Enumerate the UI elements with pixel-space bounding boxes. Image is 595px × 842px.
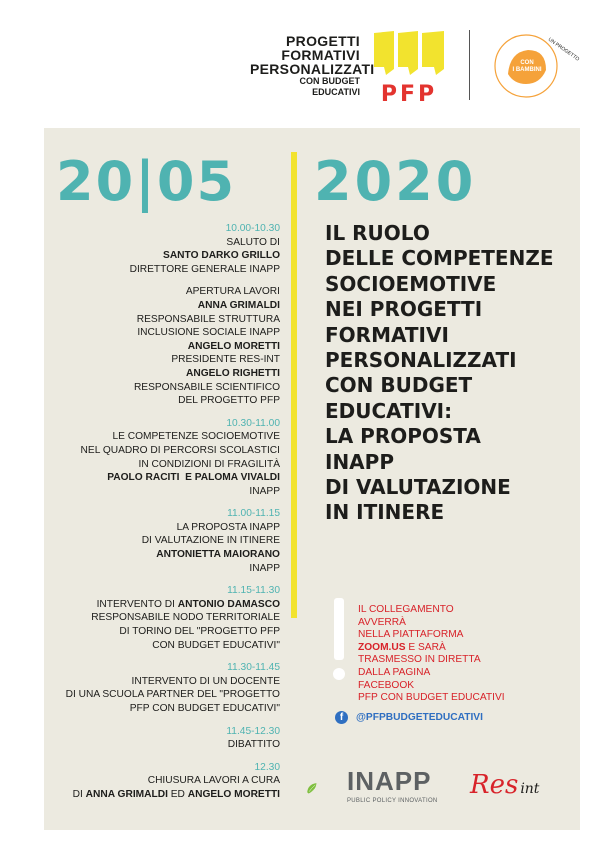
facebook-handle[interactable]: @PFPBUDGETEDUCATIVI [356, 712, 483, 723]
slot-line [52, 534, 280, 548]
slot-line-text: PAOLO RACITI E PALOMA VIVALDI [107, 472, 280, 484]
slot-line-text: LE COMPETENZE SOCIOEMOTIVE [112, 431, 280, 443]
schedule-slot [52, 417, 280, 499]
pfp-logo-text: PFP [380, 82, 438, 107]
slot-line [52, 299, 280, 313]
event-title [325, 221, 575, 526]
header [0, 0, 595, 120]
cib-center-line1: CON [520, 60, 534, 66]
slot-time: 10.00-10.30 [225, 223, 280, 234]
date-day: 20 [56, 150, 136, 213]
notice-line [358, 629, 578, 642]
slot-time: 11.00-11.15 [227, 508, 280, 520]
slot-line [52, 367, 280, 381]
notice-line-text: IL COLLEGAMENTO [358, 604, 454, 615]
slot-line-text: ANNA GRIMALDI [197, 299, 280, 311]
brand-line: PROGETTI [286, 33, 360, 49]
slot-line-text: DEL PROGETTO PFP [178, 395, 280, 407]
facebook-icon: f [335, 711, 348, 724]
slot-line-text: SALUTO DI [226, 236, 280, 248]
slot-line-text: DIBATTITO [227, 739, 280, 751]
slot-time: 10.30-11.00 [226, 417, 280, 429]
inapp-leaf-icon [306, 766, 346, 810]
slot-line [52, 702, 280, 716]
slot-line-text: INAPP [249, 485, 280, 497]
slot-line-text: RESPONSABILE NODO TERRITORIALE [91, 612, 280, 624]
slot-line [52, 471, 280, 485]
schedule-slot [52, 761, 280, 802]
inapp-logo-name: INAPP [347, 766, 432, 796]
date-year: 2020 [314, 150, 477, 213]
title-line: IL RUOLO [325, 221, 430, 245]
slot-line-text: DI [72, 788, 86, 800]
slot-line [52, 598, 280, 612]
title-line: DELLE COMPETENZE [325, 246, 554, 271]
title-line: CON BUDGET [325, 373, 473, 398]
slot-line-text: DI UNA SCUOLA PARTNER DEL "PROGETTO [65, 689, 280, 701]
schedule [52, 222, 280, 811]
slot-line-text: IN CONDIZIONI DI FRAGILITÀ [138, 458, 280, 470]
slot-line [52, 562, 280, 576]
schedule-slot [52, 725, 280, 752]
slot-speaker-name: ANTONIO DAMASCO [177, 598, 280, 610]
title-line: IN ITINERE [325, 500, 445, 525]
connection-notice [358, 604, 578, 705]
slot-line [52, 236, 280, 250]
slot-line [52, 353, 280, 367]
yellow-divider-bar [291, 152, 297, 618]
con-i-bambini-logo [488, 26, 581, 102]
slot-line [52, 485, 280, 499]
slot-line-text: PRESIDENTE RES-INT [171, 354, 280, 366]
schedule-slot [52, 507, 280, 575]
slot-line [52, 639, 280, 653]
slot-line-text: APERTURA LAVORI [185, 286, 280, 298]
slot-line-text: ANTONIETTA MAIORANO [156, 549, 280, 561]
notice-line-text: PFP CON BUDGET EDUCATIVI [358, 692, 505, 704]
slot-line [52, 340, 280, 354]
brand-line: FORMATIVI [281, 47, 360, 63]
pfp-logo [372, 29, 446, 105]
slot-line [52, 788, 280, 802]
slot-line-text: PFP CON BUDGET EDUCATIVI" [129, 703, 280, 714]
slot-line-text: SANTO DARKO GRILLO [163, 250, 280, 262]
slot-speaker-name: ANNA GRIMALDI [85, 788, 168, 800]
slot-line [52, 285, 280, 299]
notice-line [358, 667, 578, 680]
slot-line-text: CHIUSURA LAVORI A CURA [147, 775, 280, 787]
brand-wordmark [250, 33, 375, 98]
title-line: LA PROPOSTA [325, 424, 481, 449]
title-line: SOCIOEMOTIVE [325, 271, 497, 296]
date-separator: | [135, 150, 157, 213]
resint-logo-suffix: int [520, 781, 540, 797]
notice-line-text: TRASMESSO IN DIRETTA [358, 654, 481, 666]
slot-line [52, 675, 280, 689]
slot-line-text: NEL QUADRO DI PERCORSI SCOLASTICI [80, 444, 280, 456]
slot-line-text: DI VALUTAZIONE IN ITINERE [141, 535, 280, 547]
slot-time: 11.30-11.45 [227, 662, 280, 674]
title-line: NEI PROGETTI [325, 297, 483, 322]
slot-line [52, 430, 280, 444]
slot-line [52, 444, 280, 458]
notice-line [358, 642, 578, 655]
title-line: EDUCATIVI: [325, 398, 453, 423]
schedule-slot [52, 285, 280, 407]
slot-line-text: RESPONSABILE SCIENTIFICO [133, 381, 280, 393]
resint-logo-main: Res [470, 770, 519, 800]
inapp-logo-tagline: PUBLIC POLICY INNOVATION [347, 798, 438, 804]
zoom-platform-name: ZOOM.US [358, 641, 406, 653]
slot-line [52, 548, 280, 562]
slot-line-text: INTERVENTO DI [96, 598, 178, 610]
brand-line: PERSONALIZZATI [250, 61, 375, 77]
slot-line-text: CON BUDGET EDUCATIVI" [152, 639, 280, 651]
slot-line [52, 458, 280, 472]
slot-line [52, 313, 280, 327]
slot-line-text: DI TORINO DEL "PROGETTO PFP [119, 626, 280, 638]
slot-line-text: ANGELO MORETTI [187, 340, 280, 352]
title-line: DI VALUTAZIONE [325, 475, 511, 500]
schedule-slot [52, 661, 280, 715]
notice-line-text: NELLA PIATTAFORMA [358, 629, 464, 641]
notice-line [358, 692, 578, 705]
slot-line-connector: ED [167, 788, 188, 800]
slot-line [52, 381, 280, 395]
title-line: INAPP [325, 449, 394, 474]
notice-line [358, 617, 578, 630]
notice-line-suffix: E SARÀ [405, 641, 446, 653]
notice-line-text: FACEBOOK [358, 679, 415, 691]
notice-line [358, 654, 578, 667]
slot-line [52, 326, 280, 340]
slot-line [52, 611, 280, 625]
notice-line-text: DALLA PAGINA [358, 666, 431, 678]
event-date-day-month [56, 152, 236, 212]
slot-time: 12.30 [254, 761, 280, 773]
brand-line: CON BUDGET EDUCATIVI [299, 76, 360, 97]
slot-line-text: LA PROPOSTA INAPP [176, 521, 280, 533]
date-month: 05 [156, 150, 237, 213]
slot-time: 11.45-12.30 [226, 725, 280, 737]
slot-line [52, 774, 280, 788]
slot-line-text: INAPP [249, 562, 280, 574]
notice-line [358, 604, 578, 617]
slot-line [52, 394, 280, 408]
slot-line-text: RESPONSABILE STRUTTURA [136, 313, 280, 325]
slot-line-text: DIRETTORE GENERALE INAPP [129, 263, 280, 275]
schedule-slot [52, 222, 280, 276]
header-divider [469, 30, 470, 100]
slot-line [52, 521, 280, 535]
title-line: FORMATIVI [325, 322, 449, 347]
cib-top-text: UN PROGETTO [546, 36, 581, 63]
schedule-slot [52, 584, 280, 652]
slot-speaker-name: ANGELO MORETTI [187, 788, 280, 800]
slot-time: 11.15-11.30 [227, 585, 280, 597]
slot-line [52, 249, 280, 263]
exclamation-icon [332, 598, 346, 682]
slot-line-text: INTERVENTO DI UN DOCENTE [131, 675, 280, 687]
slot-line-text: ANGELO RIGHETTI [186, 367, 280, 379]
resint-logo [470, 770, 550, 810]
notice-line [358, 680, 578, 693]
slot-line [52, 263, 280, 277]
slot-line [52, 738, 280, 752]
slot-line [52, 688, 280, 702]
slot-line [52, 625, 280, 639]
facebook-link[interactable] [335, 711, 483, 724]
cib-center-line2: I BAMBINI [512, 67, 542, 73]
notice-line-text: AVVERRÀ [358, 616, 406, 628]
title-line: PERSONALIZZATI [325, 348, 517, 373]
slot-line-text: INCLUSIONE SOCIALE INAPP [137, 327, 280, 339]
